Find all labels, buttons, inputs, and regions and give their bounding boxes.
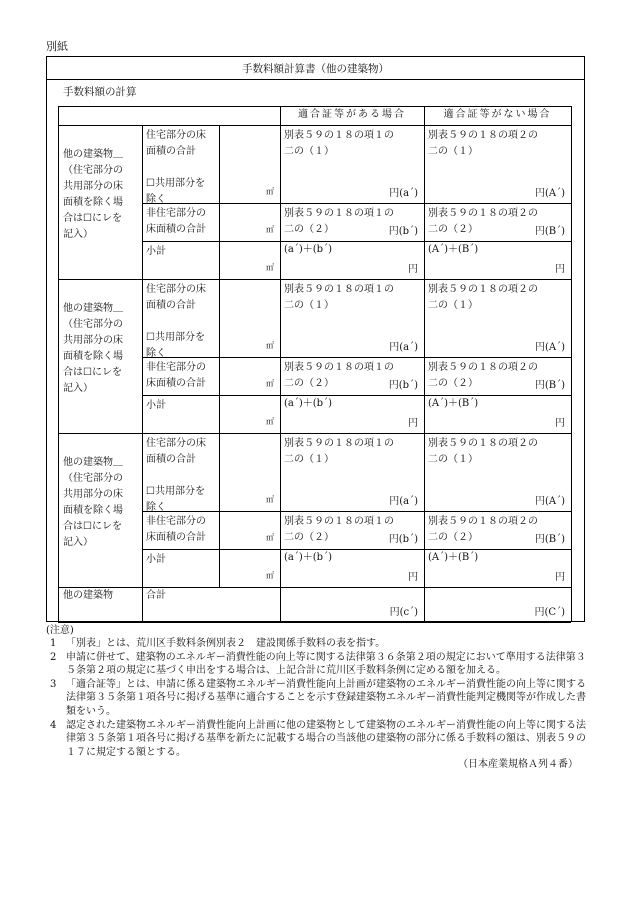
with-text-residential: 別表５９の１８の項１の 二の（１） (284, 130, 394, 157)
table-right-border (571, 106, 572, 622)
header-without-cert: 適合証等がない場合 (443, 109, 552, 120)
note-text: 「適合証等」とは、申請に係る建築物エネルギー消費性能向上計画が建築物のエネルギー消費性能の向上等に関する法律第３５条第１項各号に掲げる基準に適合することを示す登録建築物エネルギー消費性能判定機関等が作成した書類をいう。 (66, 678, 586, 717)
total-sublabel: 合計 (146, 590, 166, 601)
unit-sqm: ㎡ (266, 495, 274, 504)
total-with-result: 円(c´) (389, 607, 418, 618)
unit-sqm: ㎡ (266, 533, 274, 542)
without-text-residential: 別表５９の１８の項２の 二の（１） (428, 284, 538, 311)
subtotal-with-formula: (a´)＋(b´) (284, 398, 332, 409)
table-left-border (58, 106, 59, 622)
subtotal-without-formula: (A´)＋(B´) (428, 398, 479, 409)
without-text-residential: 別表５９の１８の項２の 二の（１） (428, 438, 538, 465)
row-label-subtotal: 小計 (146, 246, 166, 257)
note-item (46, 651, 586, 678)
unit-sqm: ㎡ (266, 571, 274, 580)
note-number: 3 (50, 678, 57, 690)
unit-sqm: ㎡ (266, 341, 274, 350)
without-result-residential: 円(A´) (534, 496, 565, 507)
without-text-residential: 別表５９の１８の項２の 二の（１） (428, 130, 538, 157)
notes-section (46, 625, 586, 771)
row-label-nonresidential: 非住宅部分の 床面積の合計 (146, 208, 206, 235)
with-result-nonresidential: 円(b´) (388, 380, 418, 391)
col-line (142, 125, 143, 622)
footer-standard: （日本産業規格Ａ列４番） (458, 759, 578, 771)
notes-heading: (注意) (46, 625, 74, 636)
row-line (142, 395, 571, 396)
row-label-subtotal: 小計 (146, 400, 166, 411)
form-title: 手数料額計算書（他の建築物） (242, 63, 389, 75)
unit-sqm: ㎡ (266, 225, 274, 234)
subtotal-without-formula: (A´)＋(B´) (428, 552, 479, 563)
subtotal-with-unit: 円 (408, 572, 418, 583)
total-label: 他の建築物 (63, 590, 113, 601)
with-text-residential: 別表５９の１８の項１の 二の（１） (284, 438, 394, 465)
with-text-nonresidential: 別表５９の１８の項１の 二の（２） (284, 208, 394, 235)
total-top-border (58, 587, 571, 588)
row-line (142, 241, 571, 242)
block-top-border (58, 279, 571, 280)
with-text-nonresidential: 別表５９の１８の項１の 二の（２） (284, 362, 394, 389)
subtotal-without-unit: 円 (555, 418, 565, 429)
group-label: 他の建築物＿ （住宅部分の 共用部分の床 面積を除く場 合は☐にレを 記入） (63, 457, 123, 548)
note-number: 2 (50, 651, 57, 663)
without-result-residential: 円(A´) (534, 342, 565, 353)
col-line (424, 106, 425, 622)
row-line (142, 549, 571, 550)
subtotal-with-unit: 円 (408, 418, 418, 429)
with-result-residential: 円(a´) (389, 188, 418, 199)
row-label-nonresidential: 非住宅部分の 床面積の合計 (146, 516, 206, 543)
col-line (219, 125, 220, 587)
row-label-subtotal: 小計 (146, 554, 166, 565)
without-result-nonresidential: 円(B´) (534, 380, 565, 391)
subtotal-without-formula: (A´)＋(B´) (428, 244, 479, 255)
without-result-residential: 円(A´) (534, 188, 565, 199)
unit-sqm: ㎡ (266, 379, 274, 388)
without-text-nonresidential: 別表５９の１８の項２の 二の（２） (428, 362, 538, 389)
section-title: 手数料額の計算 (63, 86, 137, 98)
without-text-nonresidential: 別表５９の１８の項２の 二の（２） (428, 516, 538, 543)
with-result-residential: 円(a´) (389, 342, 418, 353)
note-number: 1 (50, 638, 57, 649)
title-divider (47, 79, 584, 80)
group-label: 他の建築物＿ （住宅部分の 共用部分の床 面積を除く場 合は☐にレを 記入） (63, 303, 123, 394)
row-label-residential: 住宅部分の床 面積の合計 ☐共用部分を 除く (146, 438, 206, 513)
without-result-nonresidential: 円(B´) (534, 226, 565, 237)
total-without-result: 円(C´) (534, 607, 565, 618)
row-label-nonresidential: 非住宅部分の 床面積の合計 (146, 362, 206, 389)
attachment-label: 別紙 (46, 40, 68, 53)
table-bottom-border (58, 622, 571, 623)
with-result-nonresidential: 円(b´) (388, 226, 418, 237)
subtotal-with-formula: (a´)＋(b´) (284, 244, 332, 255)
subtotal-without-unit: 円 (555, 572, 565, 583)
block-top-border (58, 125, 571, 126)
unit-sqm: ㎡ (266, 263, 274, 272)
unit-sqm: ㎡ (266, 417, 274, 426)
note-item (46, 719, 586, 760)
note-item (46, 637, 586, 651)
note-number: 4 (50, 719, 57, 731)
subtotal-with-formula: (a´)＋(b´) (284, 552, 332, 563)
with-result-residential: 円(a´) (389, 496, 418, 507)
row-label-residential: 住宅部分の床 面積の合計 ☐共用部分を 除く (146, 130, 206, 205)
header-with-cert: 適合証等がある場合 (298, 109, 406, 120)
without-text-nonresidential: 別表５９の１８の項２の 二の（２） (428, 208, 538, 235)
subtotal-without-unit: 円 (555, 264, 565, 275)
with-text-nonresidential: 別表５９の１８の項１の 二の（２） (284, 516, 394, 543)
note-item (46, 678, 586, 719)
unit-sqm: ㎡ (266, 187, 274, 196)
note-text: 認定された建築物エネルギー消費性能向上計画に他の建築物として建築物のエネルギー消費性能の向上等に関する法律第３５条第１項各号に掲げる基準を新たに記載する場合の当該他の建築物の部分に係る手数料の額は、別表５９の１７に規定する額とする。 (66, 719, 586, 758)
table-top-border (58, 106, 571, 107)
row-label-residential: 住宅部分の床 面積の合計 ☐共用部分を 除く (146, 284, 206, 359)
group-label: 他の建築物＿ （住宅部分の 共用部分の床 面積を除く場 合は☐にレを 記入） (63, 149, 123, 240)
subtotal-with-unit: 円 (408, 264, 418, 275)
col-line (280, 106, 281, 622)
block-top-border (58, 433, 571, 434)
without-result-nonresidential: 円(B´) (534, 534, 565, 545)
note-text: 申請に併せて、建築物のエネルギー消費性能の向上等に関する法律第３６条第２項の規定において準用する法律第３５条第２項の規定に基づく申出をする場合は、上記合計に荒川区手数料条例に定める額を加える。 (66, 651, 586, 677)
with-text-residential: 別表５９の１８の項１の 二の（１） (284, 284, 394, 311)
note-text: 「別表」とは、荒川区手数料条例別表２ 建設関係手数料の表を指す。 (66, 638, 386, 649)
with-result-nonresidential: 円(b´) (388, 534, 418, 545)
